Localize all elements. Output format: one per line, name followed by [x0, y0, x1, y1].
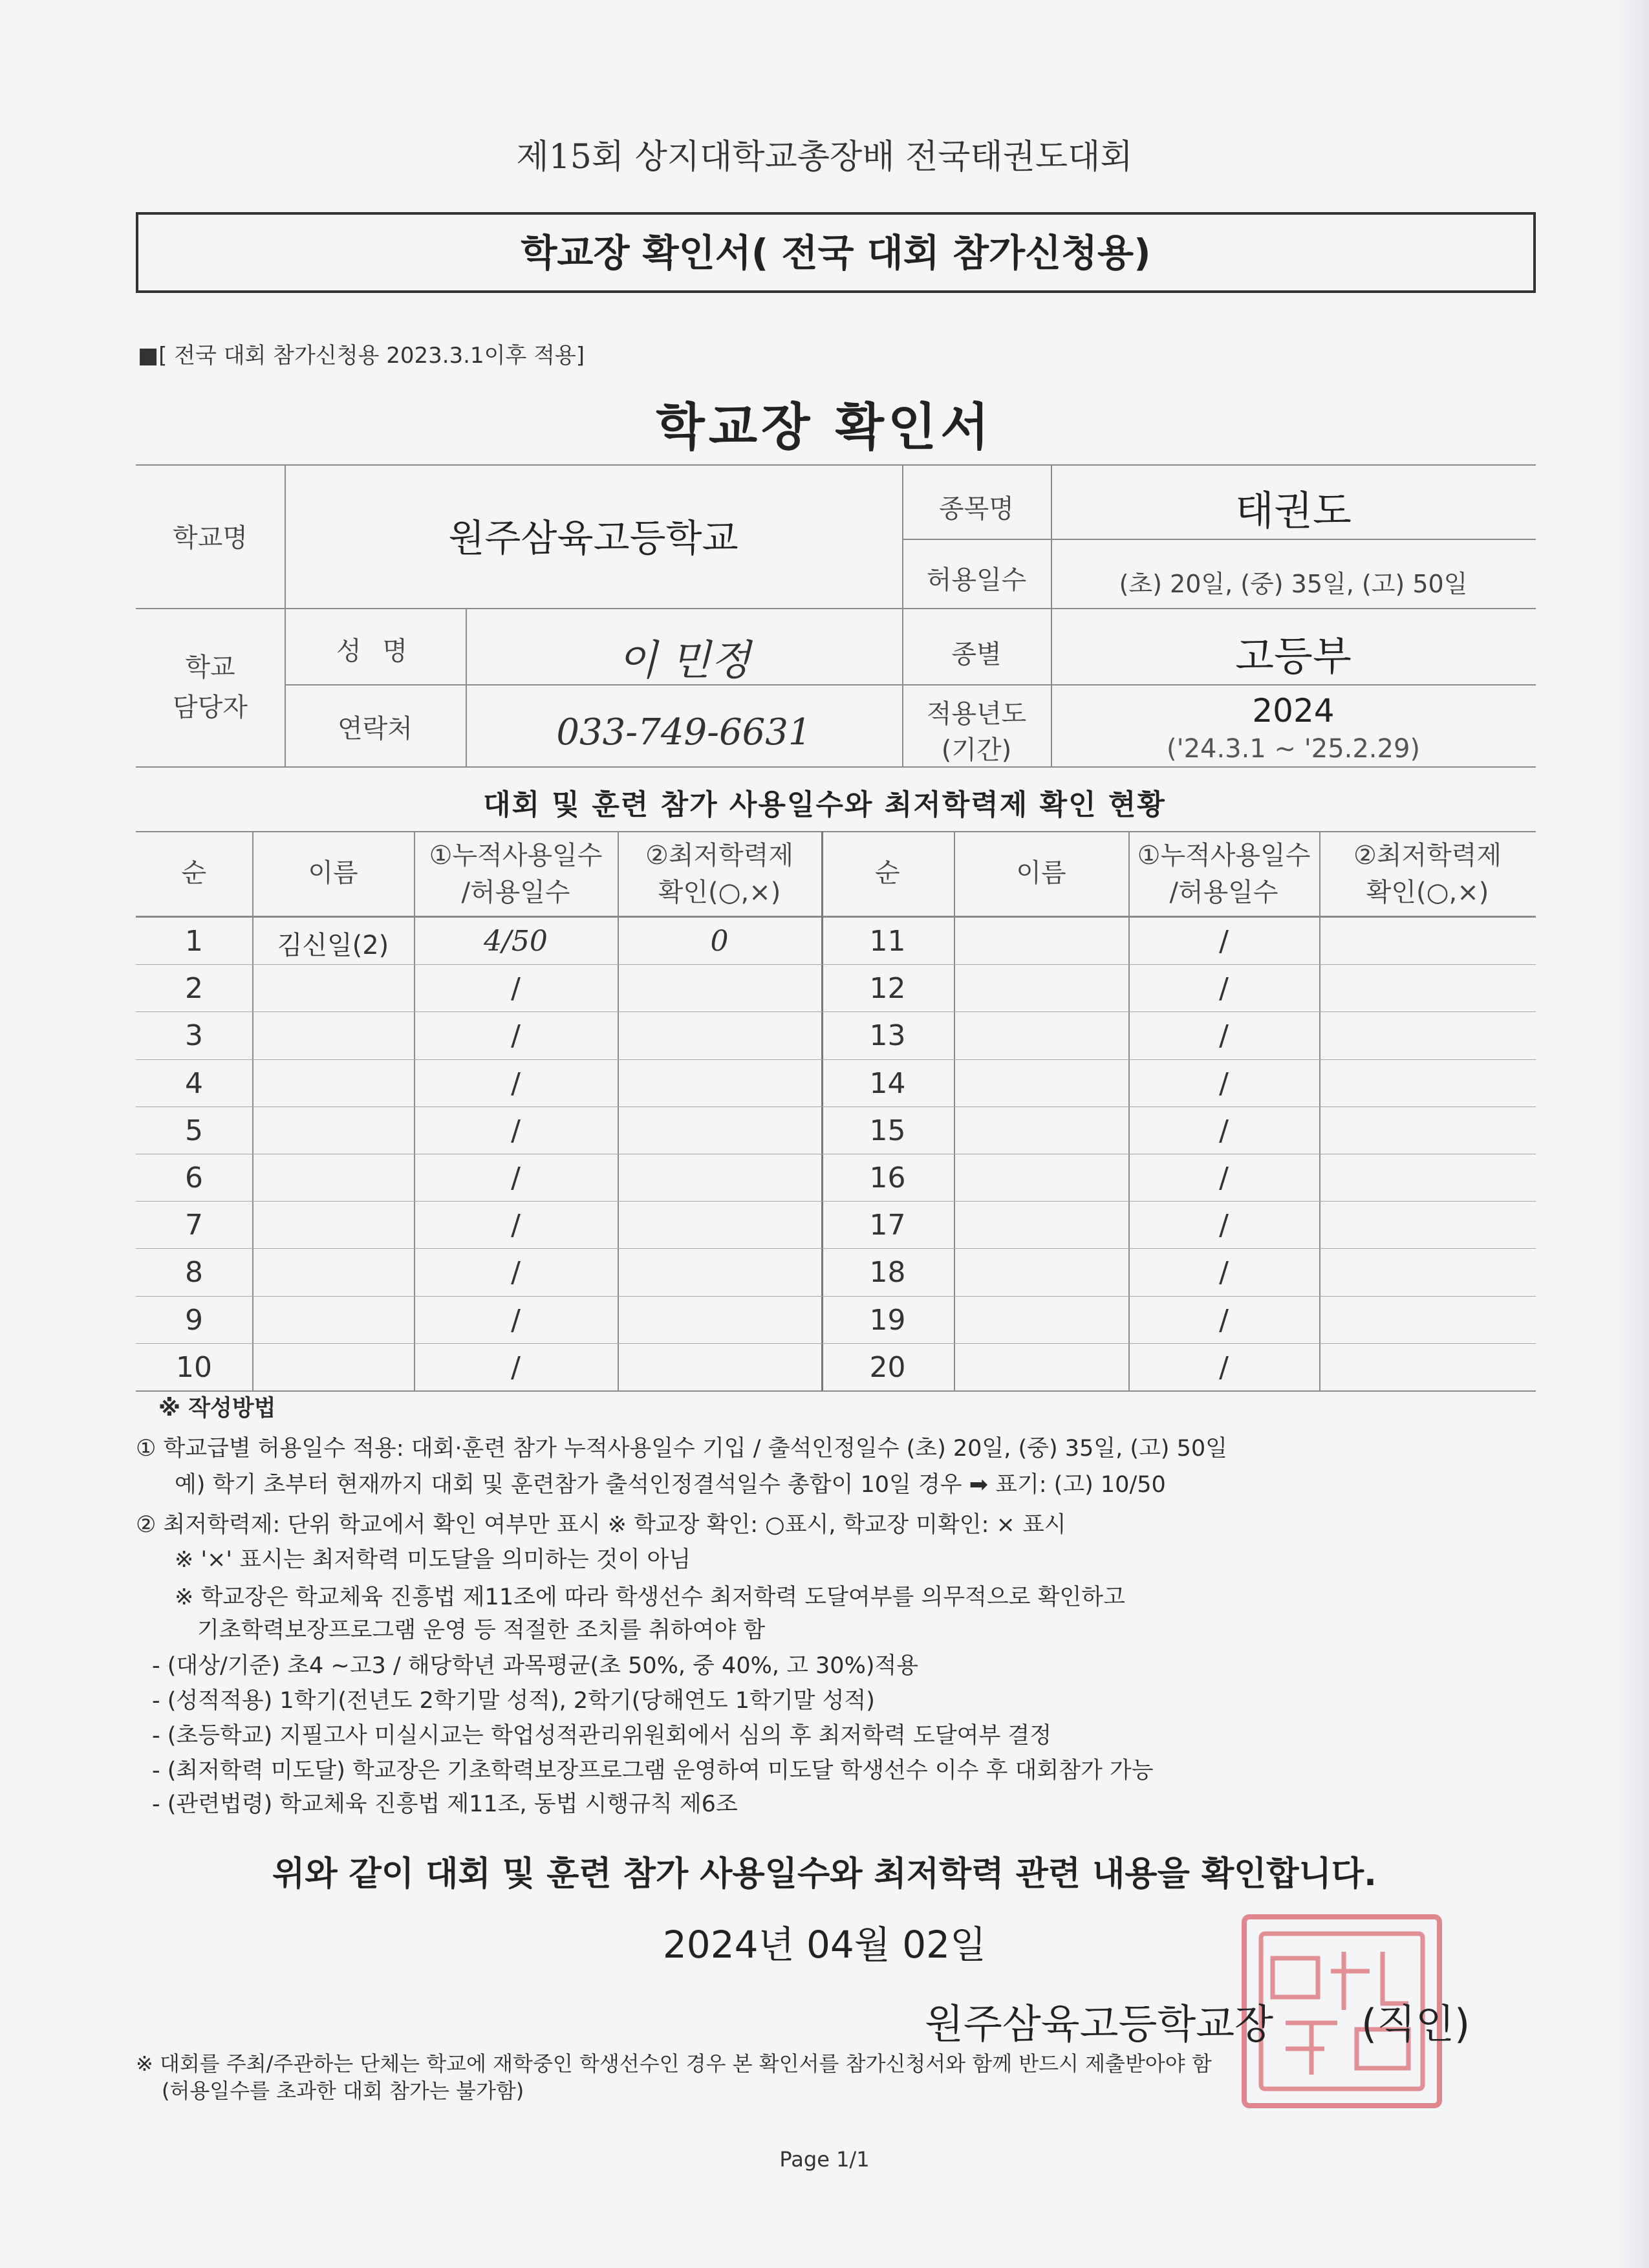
detail-3: - (초등학교) 지필고사 미실시교는 학업성적관리위원회에서 심의 후 최저학력 도달여부 결정: [152, 1723, 1052, 1749]
right-row-13-days: /: [1219, 1019, 1229, 1052]
col-check-right-1: ②최저학력제: [1353, 841, 1502, 870]
event-title: 제15회 상지대학교총장배 전국태권도대회: [516, 138, 1133, 177]
left-row-10-days: /: [511, 1351, 521, 1384]
left-row-8-no: 8: [185, 1256, 203, 1289]
left-row-6-days: /: [511, 1161, 521, 1194]
col-days-right-1: ①누적사용일수: [1137, 841, 1311, 870]
right-row-11-days: /: [1219, 925, 1229, 958]
col-check-left-2: 확인(○,×): [658, 878, 781, 907]
row-divider: [136, 1201, 1536, 1202]
right-row-14-days: /: [1219, 1067, 1229, 1100]
left-row-1-no: 1: [185, 925, 203, 958]
year-label-1: 적용년도: [926, 699, 1027, 729]
name-label: 성 명: [336, 636, 414, 666]
main-title: 학교장 확인서: [656, 398, 993, 457]
footnote-line-1: ※ 대회를 주최/주관하는 단체는 학교에 재학중인 학생선수인 경우 본 확인서를 참가신청서와 함께 반드시 제출받아야 함: [136, 2051, 1212, 2076]
manager-label-1: 학교: [185, 653, 235, 682]
right-row-15-days: /: [1219, 1114, 1229, 1147]
issue-date: 2024년 04월 02일: [662, 1923, 987, 1967]
division-value: 고등부: [1235, 632, 1352, 680]
school-name: 원주삼육고등학교: [448, 516, 738, 560]
contact-value: 033-749-6631: [556, 711, 812, 753]
left-row-9-days: /: [511, 1304, 521, 1337]
right-row-17-no: 17: [869, 1209, 906, 1242]
row-divider: [136, 1059, 1536, 1060]
col-no-left: 순: [181, 858, 207, 888]
col-check-right-2: 확인(○,×): [1366, 878, 1489, 907]
principal-signature: 원주삼육고등학교장: [925, 2000, 1274, 2047]
school-label: 학교명: [173, 523, 248, 553]
detail-4: - (최저학력 미도달) 학교장은 기초학력보장프로그램 운영하여 미도달 학생선수 이수 후 대회참가 가능: [152, 1758, 1154, 1784]
left-row-1-days: 4/50: [484, 925, 548, 958]
col-days-right-2: /허용일수: [1169, 878, 1278, 907]
right-row-20-no: 20: [869, 1351, 906, 1384]
right-row-18-no: 18: [869, 1256, 906, 1289]
usage-section-title: 대회 및 훈련 참가 사용일수와 최저학력제 확인 현황: [483, 788, 1166, 821]
left-row-10-no: 10: [176, 1351, 212, 1384]
row-divider: [136, 1011, 1536, 1012]
col-days-left-1: ①누적사용일수: [429, 841, 603, 870]
col-check-left-1: ②최저학력제: [645, 841, 794, 870]
left-row-8-days: /: [511, 1256, 521, 1289]
row-divider: [136, 1343, 1536, 1344]
left-row-3-no: 3: [185, 1019, 203, 1052]
left-row-7-days: /: [511, 1209, 521, 1242]
document-box-title: 학교장 확인서( 전국 대회 참가신청용): [136, 212, 1536, 293]
left-row-2-days: /: [511, 972, 521, 1005]
footnote: [136, 2050, 1558, 2104]
notes-heading: ※ 작성방법: [158, 1396, 276, 1421]
left-row-2-no: 2: [185, 972, 203, 1005]
allowed-days-label: 허용일수: [926, 565, 1027, 595]
col-name-right: 이름: [1016, 858, 1066, 888]
right-row-12-no: 12: [869, 972, 906, 1005]
left-row-6-no: 6: [185, 1161, 203, 1194]
left-row-5-days: /: [511, 1114, 521, 1147]
allowed-days-value: (초) 20일, (중) 35일, (고) 50일: [1119, 570, 1468, 598]
sport-label: 종목명: [939, 494, 1014, 524]
col-name-left: 이름: [308, 858, 358, 888]
col-days-left-2: /허용일수: [461, 878, 570, 907]
detail-1: - (대상/기준) 초4 ~고3 / 해당학년 과목평균(초 50%, 중 40%, 고 30%)적용: [152, 1653, 919, 1679]
right-row-16-no: 16: [869, 1161, 906, 1194]
manager-name: 이 민정: [617, 637, 751, 685]
manager-label-2: 담당자: [173, 693, 248, 722]
right-row-11-no: 11: [869, 925, 906, 958]
left-row-1-name: 김신일(2): [277, 931, 389, 960]
row-divider: [136, 1248, 1536, 1249]
note-4b: 기초학력보장프로그램 운영 등 적절한 조치를 취하여야 함: [197, 1617, 766, 1643]
right-row-19-days: /: [1219, 1304, 1229, 1337]
sport-value: 태권도: [1235, 487, 1352, 534]
note-4a: ※ 학교장은 학교체육 진흥법 제11조에 따라 학생선수 최저학력 도달여부를 의무적으로 확인하고: [175, 1584, 1125, 1610]
application-note: ■[ 전국 대회 참가신청용 2023.3.1이후 적용]: [138, 343, 585, 369]
contact-label: 연락처: [338, 714, 413, 744]
left-row-4-no: 4: [185, 1067, 203, 1100]
detail-2: - (성적적용) 1학기(전년도 2학기말 성적), 2학기(당해연도 1학기말 성적): [152, 1688, 875, 1714]
row-divider: [136, 1296, 1536, 1297]
right-row-15-no: 15: [869, 1114, 906, 1147]
seal-mark-label: (직인): [1361, 2000, 1471, 2047]
division-label: 종별: [951, 640, 1002, 669]
col-no-right: 순: [875, 858, 900, 888]
row-divider: [136, 964, 1536, 965]
right-row-19-no: 19: [869, 1304, 906, 1337]
left-row-5-no: 5: [185, 1114, 203, 1147]
right-row-13-no: 13: [869, 1019, 906, 1052]
note-1a: ① 학교급별 허용일수 적용: 대회·훈련 참가 누적사용일수 기입 / 출석인정일수 (초) 20일, (중) 35일, (고) 50일: [136, 1436, 1227, 1462]
page-number: Page 1/1: [779, 2147, 870, 2172]
note-2: ② 최저학력제: 단위 학교에서 확인 여부만 표시 ※ 학교장 확인: ○표시, 학교장 미확인: × 표시: [136, 1512, 1066, 1538]
right-row-20-days: /: [1219, 1351, 1229, 1384]
right-row-18-days: /: [1219, 1256, 1229, 1289]
right-row-12-days: /: [1219, 972, 1229, 1005]
left-row-1-check: 0: [710, 925, 729, 958]
left-row-9-no: 9: [185, 1304, 203, 1337]
note-3: ※ '×' 표시는 최저학력 미도달을 의미하는 것이 아님: [175, 1547, 691, 1573]
right-row-17-days: /: [1219, 1209, 1229, 1242]
year-label-2: (기간): [941, 735, 1012, 765]
detail-5: - (관련법령) 학교체육 진흥법 제11조, 동법 시행규칙 제6조: [152, 1791, 738, 1817]
left-row-7-no: 7: [185, 1209, 203, 1242]
note-1b: 예) 학기 초부터 현재까지 대회 및 훈련참가 출석인정결석일수 총합이 10일 경우 ➡ 표기: (고) 10/50: [175, 1472, 1166, 1498]
right-row-16-days: /: [1219, 1161, 1229, 1194]
left-row-3-days: /: [511, 1019, 521, 1052]
right-row-14-no: 14: [869, 1067, 906, 1100]
year-value: 2024: [1252, 692, 1335, 729]
confirmation-statement: 위와 같이 대회 및 훈련 참가 사용일수와 최저학력 관련 내용을 확인합니다.: [272, 1855, 1377, 1894]
year-period: ('24.3.1 ~ '25.2.29): [1166, 734, 1421, 764]
footnote-line-2: (허용일수를 초과한 대회 참가는 불가함): [162, 2079, 524, 2103]
left-row-4-days: /: [511, 1067, 521, 1100]
